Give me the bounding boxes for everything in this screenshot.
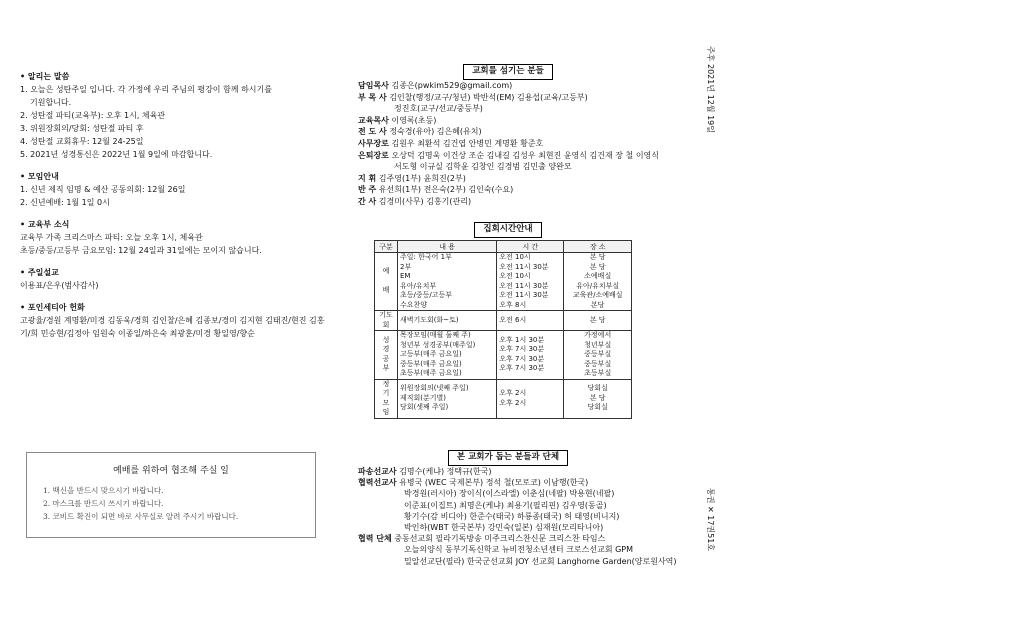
schedule-table [374,240,632,419]
notice-item: 3. 코비드 확진이 되면 바로 사무실로 알려 주시기 바랍니다. [43,512,239,521]
worship-notice-box [26,452,316,538]
schedule-row [375,331,632,380]
announcement-item: 3. 위원장회의/당회: 성탄절 파티 후 [20,124,144,133]
place-cell: 가정에서 청년부실 중등부실 중등부실 초등부실 [564,331,632,380]
poinsettia-text: 고광율/경원 계명환/미경 김동욱/경희 김인찰/은혜 김종보/경미 김지현 김태진/현진 김홍기/희 민승현/김정아 임원숙 이종일/하은숙 최광훈/미경 황일영/향순 [20,316,325,338]
staff-row: 사무장로 김원우 최환석 김건엽 안병민 계명환 황준호 [358,138,544,148]
staff-list [358,80,658,208]
header-cell: 장 소 [564,241,632,253]
time-cell: 오후 2시 오후 2시 [497,379,564,418]
category-cell: 정 기 모 임 [375,379,398,418]
content-cell: 목장모임(매월 둘째 주) 청년부 성경공부(매주일) 고등부(매주 금요일) 중등부(매주 금요일) 초등부(매주 금요일) [398,331,497,380]
staff-row: 서도형 이규실 김학윤 김창인 김경범 김민출 양완모 [394,162,572,172]
schedule-row [375,379,632,418]
education-title: • 교육부 소식 [20,220,70,229]
announcement-item: 기원합니다. [30,98,72,107]
staff-row: 간 사 김경미(사무) 김홍기(관리) [358,196,472,206]
content-cell: 새벽기도회(화~토) [398,311,497,331]
mission-row: 오늘의양식 동부기독신학교 뉴비전청소년센터 크로스선교회 GPM [404,545,634,555]
sermon-title: • 주일설교 [20,268,59,277]
staff-row: 부 목 사 김인찰(행정/교구/청년) 박반석(EM) 김용섭(교육/고등부) [358,92,588,102]
left-column [20,70,330,349]
staff-row: 담임목사 김종은(pwkim529@gmail.com) [358,81,513,90]
announcement-item: 2. 성탄절 파티(교육부): 오후 1시, 체육관 [20,111,166,120]
place-cell: 당회실 본 당 당회실 [564,379,632,418]
staff-row: 정진호(교구/선교/중등부) [394,104,483,114]
schedule-header-row [375,241,632,253]
staff-row: 은퇴장로 오상덕 김명욱 이건상 조순 김내길 김성우 최현진 윤영식 김건재 장 철 이영식 [358,150,660,160]
announcements [20,70,330,161]
time-cell: 오후 1시 30분 오후 7시 30분 오후 7시 30분 오후 7시 30분 [497,331,564,380]
mission-row: 박인하(WBT 한국본부) 강민숙(일본) 심재원(모리타니아) [404,523,604,533]
staff-title-wrap [358,64,658,80]
content-cell: 주일: 한국어 1부 2부 EM 유아/유치부 초등/중등/고등부 수요찬양 [398,253,497,311]
notice-item: 1. 백신을 반드시 맞으시기 바랍니다. [43,486,164,495]
category-cell: 예 배 [375,253,398,311]
staff-row: 반 주 유선희(1부) 전은숙(2부) 김인숙(수요) [358,185,514,195]
schedule-title: 집회시간안내 [474,222,541,238]
content-cell: 위원장회의(넷째 주일) 제직회(분기별) 당회(셋째 주일) [398,379,497,418]
announcements-title: • 알리는 말씀 [20,72,70,81]
staff-row: 지 휘 김주영(1부) 윤희진(2부) [358,173,466,183]
bulletin-volume: 통권 ✕ 17권51호 [706,488,715,552]
sermon-text: 이용표/은우(범사감사) [20,281,99,290]
mission-row: 밀알선교단(필라) 한국군선교회 JOY 선교회 Langhorne Garden(양로원사역) [404,556,677,566]
notice-item: 2. 마스크를 반드시 쓰시기 바랍니다. [43,499,164,508]
mission-row: 파송선교사 김명수(케냐) 정택규(한국) [358,467,492,476]
header-cell: 구분 [375,241,398,253]
sermon [20,266,330,292]
place-cell: 본 당 본 당 소예배실 유아/유치부실 교육관/소예배실 본당 [564,253,632,311]
staff-title: 교회를 섬기는 분들 [463,64,553,80]
announcement-item: 4. 성탄절 교회휴무: 12월 24-25일 [20,137,144,146]
missions-list [358,466,678,567]
missions-title-wrap [358,450,658,466]
staff-row: 교육목사 이영록(초등) [358,115,437,125]
education-news [20,218,330,257]
mission-row: 협력선교사 유병국 (WEC 국제본부) 정석 철(모로코) 이남행(한국) [358,478,589,488]
bulletin-date: 주후 2021년 12월 19일 [706,46,715,133]
mission-row: 박경원(러시아) 장이식(이스라엘) 이춘심(네팔) 박용현(네팔) [404,489,615,499]
mission-row: 황기수(감 비디아) 한준수(태국) 하룡종(태국) 허 태영(비니지) [404,511,620,521]
schedule-row [375,253,632,311]
mission-row: 이준표(이집트) 최명은(케냐) 최용기(필리핀) 김우영(동골) [404,500,607,510]
education-item: 교육부 가족 크리스마스 파티: 오늘 오후 1시, 체육관 [20,233,203,242]
mission-row: 협력 단체 중동선교회 필라기독방송 미주크리스찬신문 크리스찬 타임스 [358,534,606,544]
missions-title: 본 교회가 돕는 분들과 단체 [448,450,568,466]
announcement-item: 1. 오늘은 성탄주일 입니다. 각 가정에 우리 주님의 평강이 함께 하시기를 [20,85,272,94]
poinsettia [20,301,330,340]
meetings [20,170,330,209]
category-cell: 성 경 공 부 [375,331,398,380]
poinsettia-title: • 포인세티아 헌화 [20,303,85,312]
meeting-item: 1. 신년 제직 임명 & 예산 공동의회: 12월 26일 [20,185,186,194]
staff-row: 전 도 사 정숙경(유아) 김은혜(유치) [358,127,482,137]
announcement-item: 5. 2021년 성경통신은 2022년 1월 9일에 마감합니다. [20,150,213,159]
place-cell: 본 당 [564,311,632,331]
category-cell: 기도회 [375,311,398,331]
schedule-row [375,311,632,331]
time-cell: 오전 10시 오전 11시 30분 오전 10시 오전 11시 30분 오전 11시 30분 오후 8시 [497,253,564,311]
education-item: 초등/중등/고등부 금요모임: 12월 24일과 31일에는 모이지 않습니다. [20,246,262,255]
header-cell: 시 간 [497,241,564,253]
schedule-title-wrap [358,222,658,238]
meeting-item: 2. 신년예배: 1월 1일 0시 [20,198,110,207]
meetings-title: • 모임안내 [20,172,59,181]
time-cell: 오전 6시 [497,311,564,331]
header-cell: 내 용 [398,241,497,253]
notice-title: 예배를 위하여 협조해 주실 일 [113,466,229,476]
